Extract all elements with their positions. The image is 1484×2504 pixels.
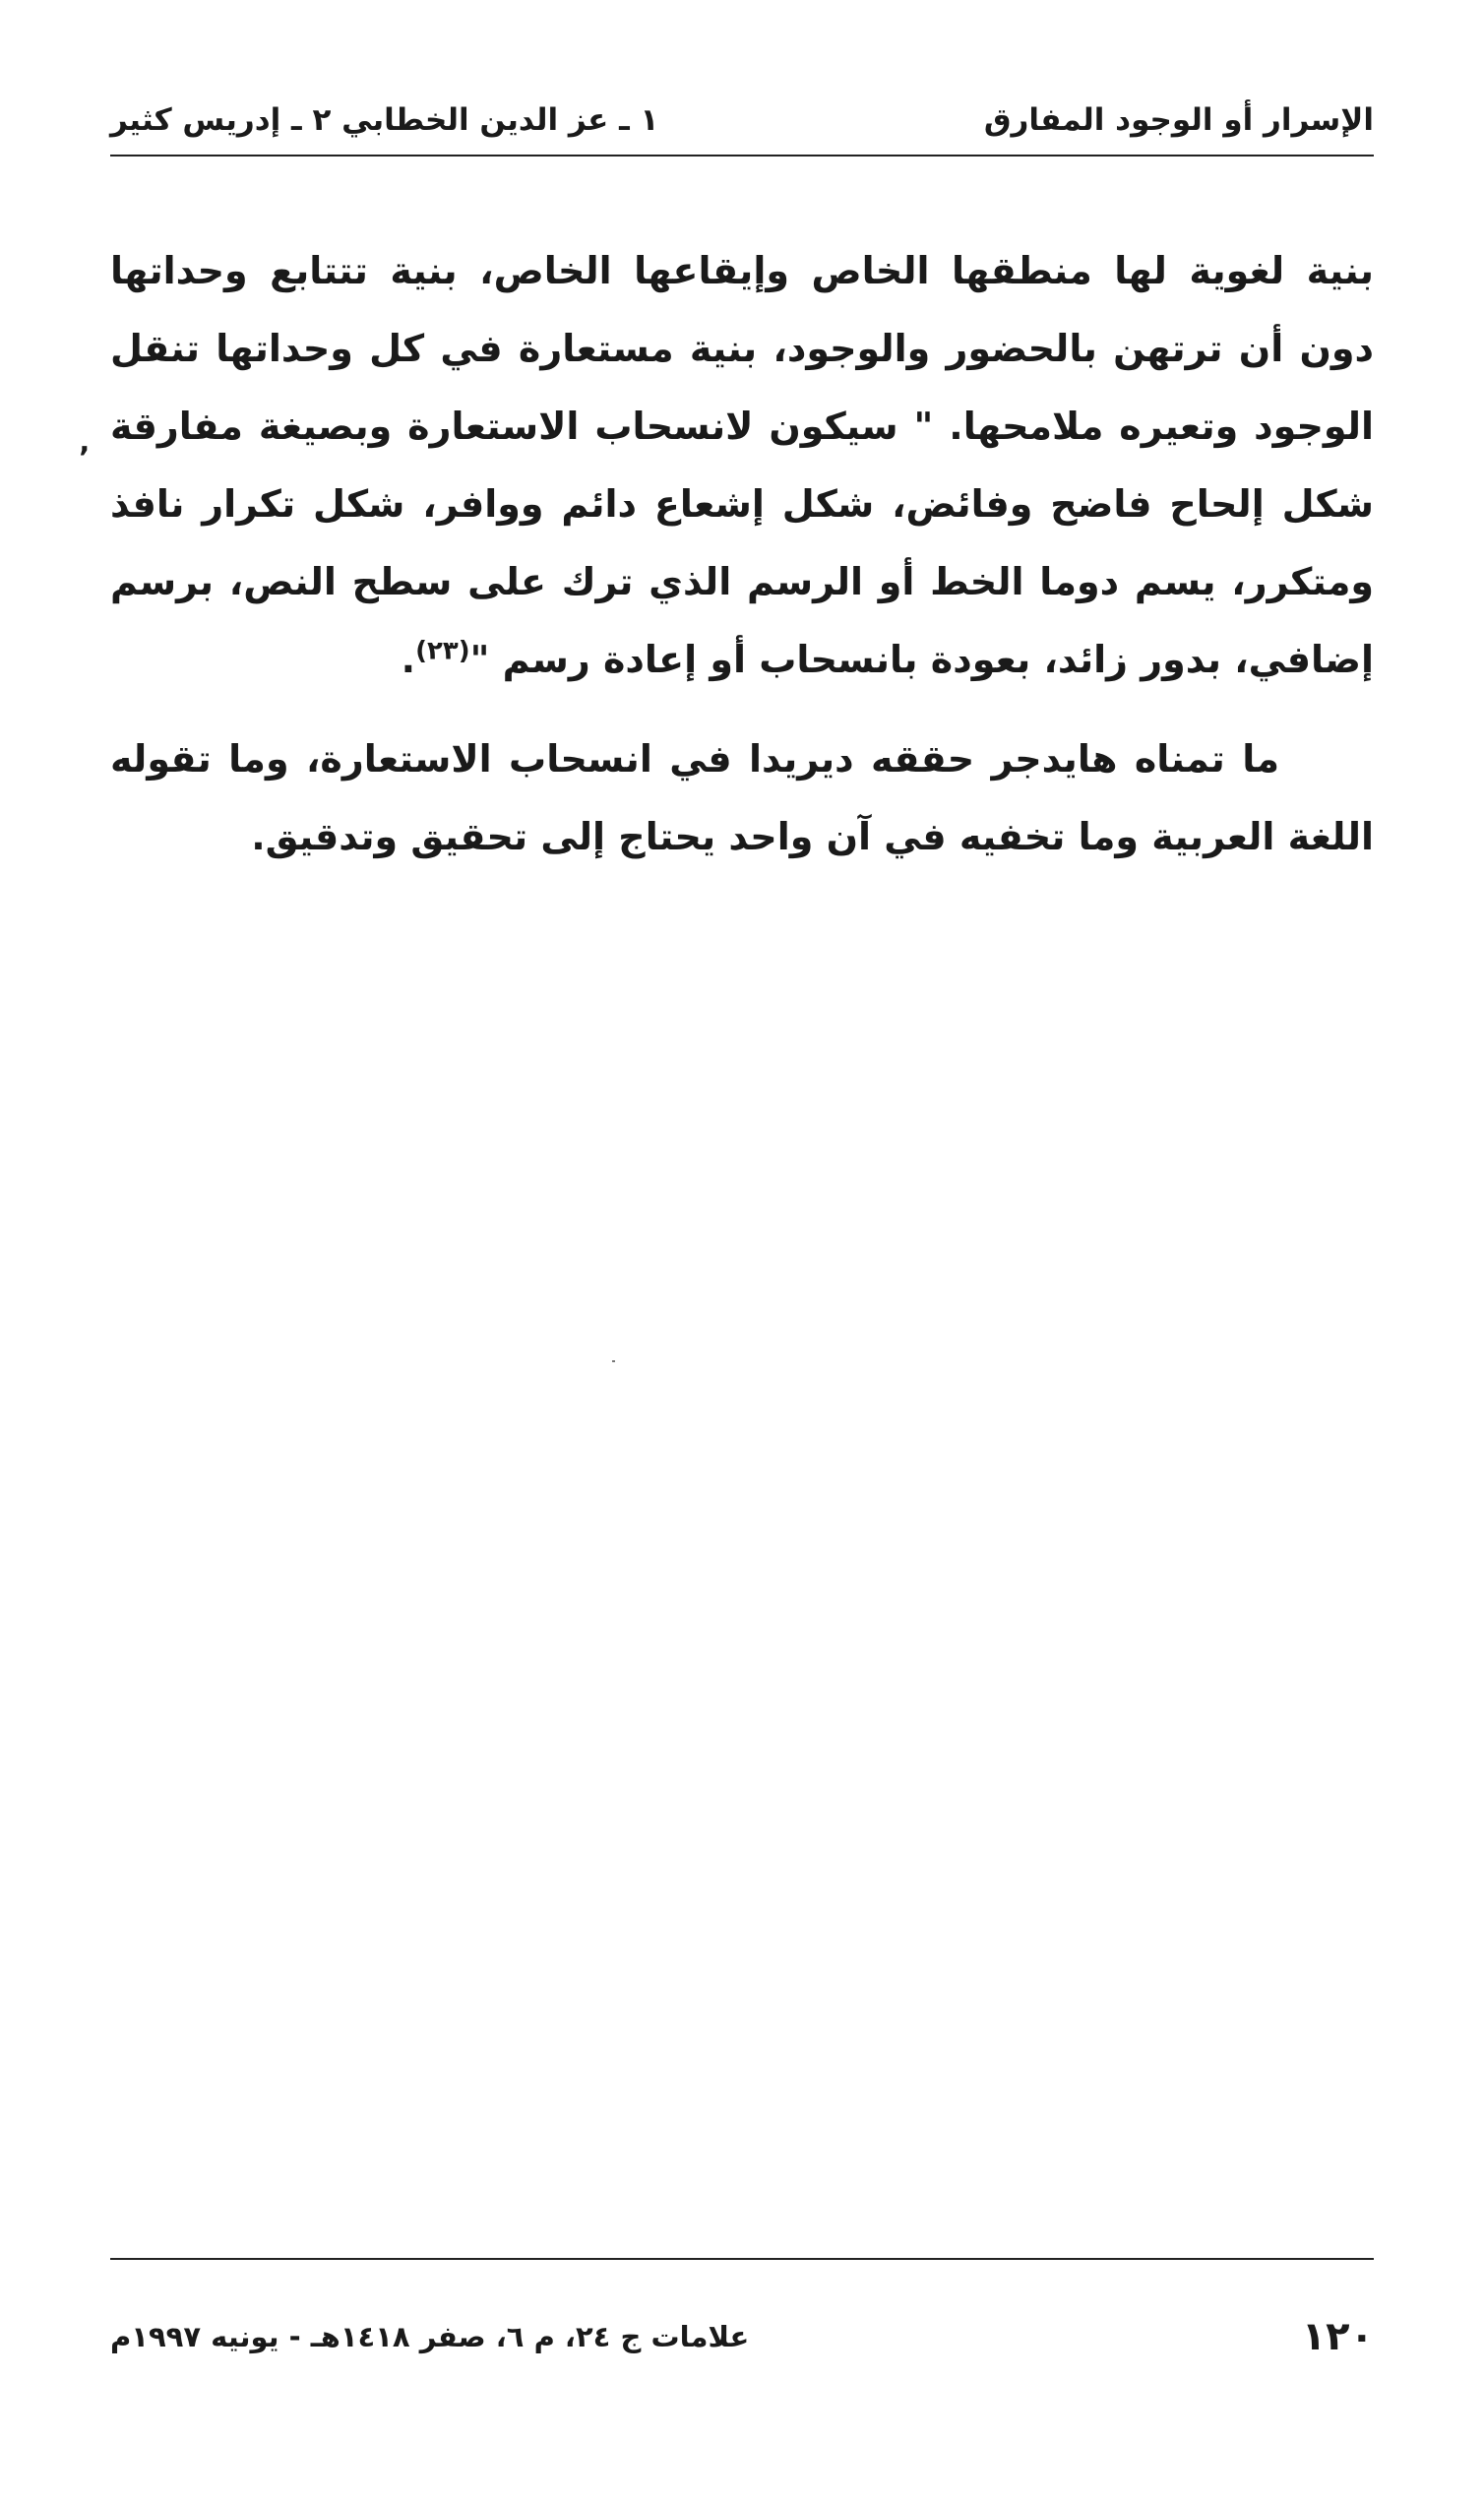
footnote-reference: (٢٣): [415, 636, 470, 666]
margin-mark: ٬: [79, 441, 91, 475]
journal-info: علامات ج ٢٤، م ٦، صفر ١٤١٨هـ - يونيه ١٩٩٧م: [110, 2320, 750, 2353]
header-title: الإسرار أو الوجود المفارق: [983, 102, 1374, 138]
header-divider: [110, 155, 1374, 156]
header-authors: ١ ـ عز الدين الخطابي ٢ ـ إدريس كثير: [110, 102, 659, 138]
paragraph-1: [110, 232, 1374, 699]
paragraph-1-end: .: [401, 638, 416, 681]
paragraph-2: ما تمناه هايدجر حققه ديريدا في انسحاب الاستعارة، وما تقوله اللغة العربية وما تخفيه في آن واحد يحتاج إلى تحقيق وتدقيق.: [110, 737, 1374, 858]
scan-speck: [612, 1360, 615, 1362]
page-footer: [110, 2307, 1374, 2366]
running-header: [110, 91, 1374, 150]
page-number: ١٢٠: [1301, 2314, 1374, 2359]
footer-divider: [110, 2258, 1374, 2260]
body-text: [110, 232, 1374, 876]
paragraph-1-text: بنية لغوية لها منطقها الخاص وإيقاعها الخاص، بنية تتتابع وحداتها دون أن ترتهن بالحضور والوجود، بنية مستعارة في كل وحداتها تنقل الوجود وتعيره ملامحها. " سيكون لانسحاب الاستعارة وبصيغة مفارقة شكل إلحاح فاضح وفائض، شكل إشعاع دائم ووافر، شكل تكرار نافذ ومتكرر، يسم دوما الخط أو الرسم الذي ترك على سطح النص، برسم إضافي، بدور زائد، بعودة بانسحاب أو إعادة رسم ": [110, 249, 1374, 681]
